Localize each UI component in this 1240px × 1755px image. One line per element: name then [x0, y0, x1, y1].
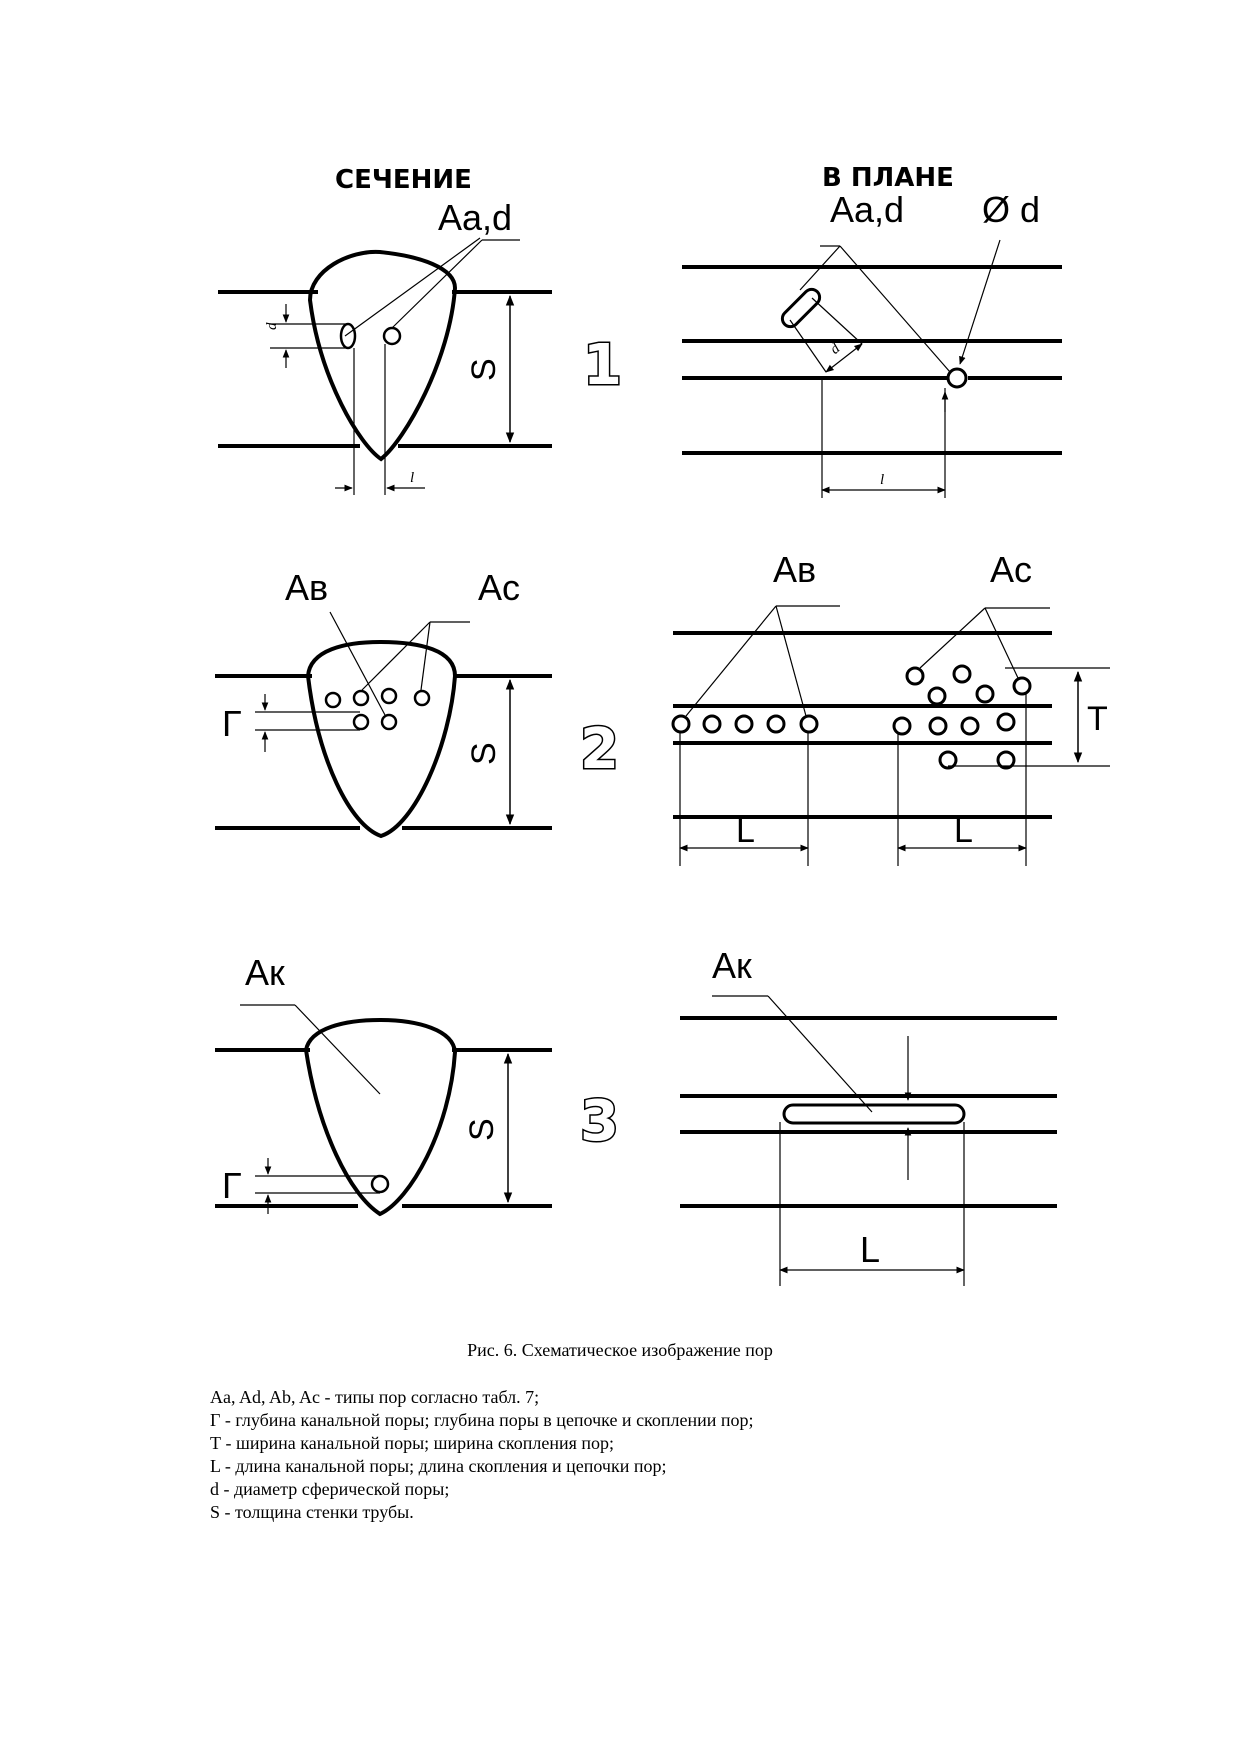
row1-plan-dim-l: l: [880, 472, 885, 488]
legend-item: Aa, Ad, Ab, Ac - типы пор согласно табл. 7;: [210, 1387, 540, 1407]
row2-section-label-av: Ав: [285, 567, 329, 608]
row2-length-1: L: [736, 812, 755, 850]
row2-plan-label-ac: Ас: [990, 549, 1033, 590]
row2-number: 2: [580, 717, 619, 782]
row3-thickness: S: [463, 1118, 501, 1141]
row2-length-2: L: [954, 812, 973, 850]
row1-number: 1: [583, 333, 622, 398]
legend-item: L - длина канальной поры; длина скопления и цепочки пор;: [210, 1456, 667, 1476]
row1-plan-label: Aa,d: [830, 189, 905, 230]
row2-section-label-ac: Ас: [478, 567, 521, 608]
row1-plan-diameter: Ø d: [982, 189, 1041, 230]
row3-number: 3: [580, 1089, 619, 1154]
row1-section-label: Aa,d: [438, 197, 513, 238]
row1-thickness: S: [465, 358, 503, 381]
legend-item: d - диаметр сферической поры;: [210, 1479, 450, 1499]
row3-length: L: [860, 1229, 881, 1270]
row2-depth: Г: [222, 703, 242, 744]
row1-section: [218, 197, 552, 495]
section-header: СЕЧЕНИЕ: [335, 165, 472, 195]
row1-dim-l: l: [410, 470, 415, 486]
row3-section: [215, 952, 552, 1214]
row3-section-label: Ак: [245, 952, 285, 993]
row2-thickness: S: [465, 742, 503, 765]
row3-plan: [680, 945, 1057, 1286]
row1-dim-d: d: [264, 322, 280, 330]
figure-caption: Рис. 6. Схематическое изображение пор: [467, 1340, 773, 1360]
legend-item: S - толщина стенки трубы.: [210, 1502, 414, 1522]
row2-section: [215, 567, 552, 836]
legend-item: Г - глубина канальной поры; глубина поры в цепочке и скоплении пор;: [210, 1410, 754, 1430]
legend: [210, 1386, 1110, 1524]
row3-depth: Г: [222, 1165, 242, 1206]
row2-plan: [673, 549, 1110, 866]
row2-plan-label-av: Ав: [773, 549, 817, 590]
row1-plan-dim-d: d: [827, 340, 844, 358]
row1-plan: [682, 189, 1062, 498]
plan-header: В ПЛАНЕ: [822, 163, 954, 193]
row3-plan-label: Ак: [712, 945, 752, 986]
row2-width: T: [1087, 700, 1108, 738]
legend-item: Т - ширина канальной поры; ширина скопления пор;: [210, 1433, 615, 1453]
